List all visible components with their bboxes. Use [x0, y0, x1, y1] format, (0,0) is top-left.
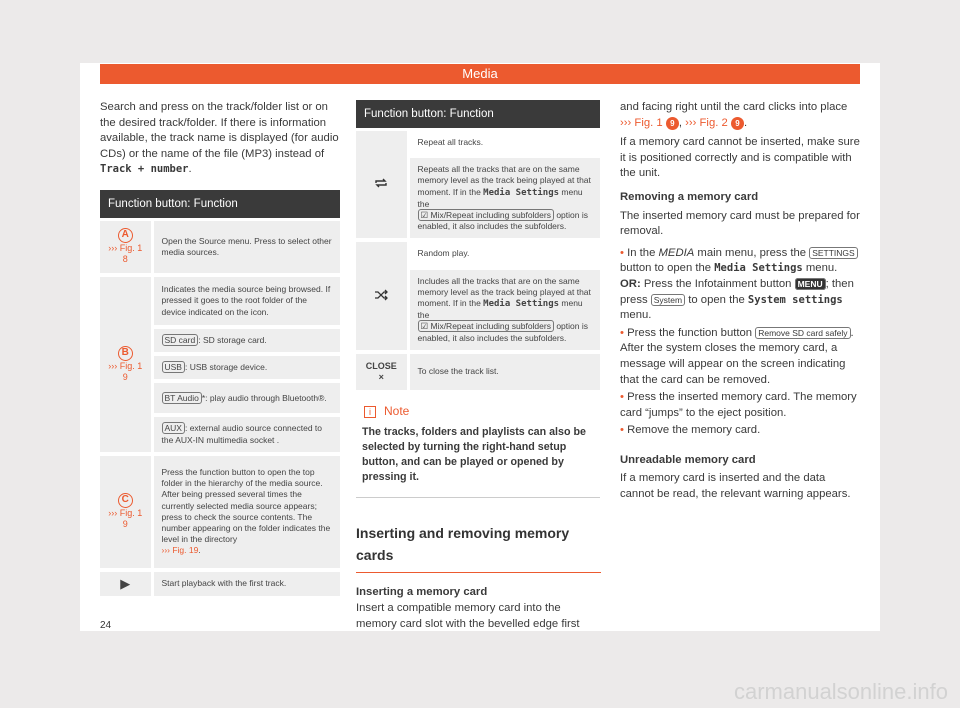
sd-card-key: SD card [162, 334, 199, 346]
function-table-1 [100, 190, 340, 600]
table-header: Function button: Function [100, 190, 340, 218]
aux-key: AUX [162, 422, 185, 434]
shuffle-icon [356, 240, 408, 351]
bt-audio-key: BT Audio [162, 392, 202, 404]
intro-code: Track + number [100, 163, 189, 176]
page-number: 24 [100, 620, 112, 631]
letter-a: A [118, 228, 133, 243]
bullet-item: • Remove the memory card. [620, 424, 761, 437]
table-row: AUX : external audio source connected to the AUX-IN multimedia socket . [100, 415, 340, 453]
table-row: A ››› Fig. 1 8 Open the Source menu. Press to select other media sources. [100, 221, 340, 275]
table-row: BT Audio *: play audio through Bluetooth®. [100, 381, 340, 415]
table-row: Includes all the tracks that are on the same memory level as the track being played at that moment. If in the Media Settings menu the ☑ Mix/Repeat including subfolders option is enabled, it also includes the subfolders. [356, 268, 600, 352]
repeat-icon [356, 131, 408, 240]
note-box [356, 404, 600, 420]
paragraph: The inserted memory card must be prepared for removal. [620, 209, 860, 238]
bullet-item: • Press the inserted memory card. The memory card “jumps” to the eject position. [620, 391, 857, 419]
usb-key: USB [162, 361, 185, 373]
play-icon: ▶ [100, 570, 152, 598]
page-header: Media [100, 64, 860, 84]
section-title: Inserting and removing memory cards [356, 514, 601, 573]
remove-sd-key: Remove SD card safely [755, 327, 850, 339]
table-row: Repeat all tracks. [356, 131, 600, 156]
subheading: Removing a memory card [620, 190, 759, 203]
table-row: CLOSE × To close the track list. [356, 352, 600, 392]
info-icon: i [364, 406, 376, 418]
intro-paragraph: Search and press on the track/folder list or on the desired track/folder. If there is information available, the track name is displayed (for audio CDs) or the name of the file (MP3) instead of Track + number. [100, 101, 339, 176]
letter-c: C [118, 493, 133, 508]
subheading: Inserting a memory card [356, 586, 488, 599]
close-icon: × [378, 371, 384, 382]
table-row: B ››› Fig. 1 9 Indicates the media source being browsed. If pressed it goes to the root folder of the device indicated on the icon. [100, 275, 340, 327]
watermark: carmanualsonline.info [733, 679, 948, 704]
column-1 [100, 100, 340, 600]
menu-key: MENU [795, 278, 826, 290]
settings-key: SETTINGS [809, 247, 858, 259]
subheading: Unreadable memory card [620, 453, 756, 466]
mix-repeat-key: ☑ Mix/Repeat including subfolders [418, 209, 554, 221]
table-header: Function button: Function [356, 100, 600, 128]
paragraph: If a memory card is inserted and the data cannot be read, the relevant warning appears. [620, 472, 851, 501]
paragraph: and facing right until the card clicks into place ››› Fig. 1 9 , ››› Fig. 2 9 . [620, 101, 848, 129]
paragraph: Insert a compatible memory card into the memory card slot with the bevelled edge first [356, 602, 580, 630]
system-key: System [651, 294, 685, 306]
column-3 [620, 100, 860, 503]
table-row: Repeats all the tracks that are on the same memory level as the track being played at that moment. If in the Media Settings menu the ☑ Mix/Repeat including subfolders option is enabled, it also includes the subfolders. [356, 156, 600, 240]
table-row: C ››› Fig. 1 9 Press the function button to open the top folder in the hierarchy of the media source. After being pressed several times the currently selected media source appears; press to check the source contents. The number appearing on the folder indicates the level in the directory ››› Fig. 19. [100, 454, 340, 570]
table-row: ▶ Start playback with the first track. [100, 570, 340, 598]
note-title: Note [384, 403, 410, 418]
bullet-item: • In the MEDIA main menu, press the SETTINGS button to open the Media Settings menu. OR: Press the Infotainment button MENU ; then press System to open the System settings menu. [620, 246, 860, 324]
note-text: The tracks, folders and playlists can also be selected by turning the right-hand setup button, and can be played or opened by pressing it. [356, 425, 600, 498]
table-row: SD card : SD storage card. [100, 327, 340, 354]
table-row: Random play. [356, 240, 600, 267]
close-key: CLOSE [365, 360, 397, 371]
letter-b: B [118, 346, 133, 361]
mix-repeat-key: ☑ Mix/Repeat including subfolders [418, 320, 554, 332]
paragraph: If a memory card cannot be inserted, make sure it is positioned correctly and is compatible with the unit. [620, 136, 860, 180]
bullet-item: • Press the function button Remove SD card safely . After the system closes the memory card, a message will appear on the screen indicating that the card can be removed. [620, 326, 854, 386]
table-row: USB : USB storage device. [100, 354, 340, 381]
column-2 [356, 100, 600, 632]
